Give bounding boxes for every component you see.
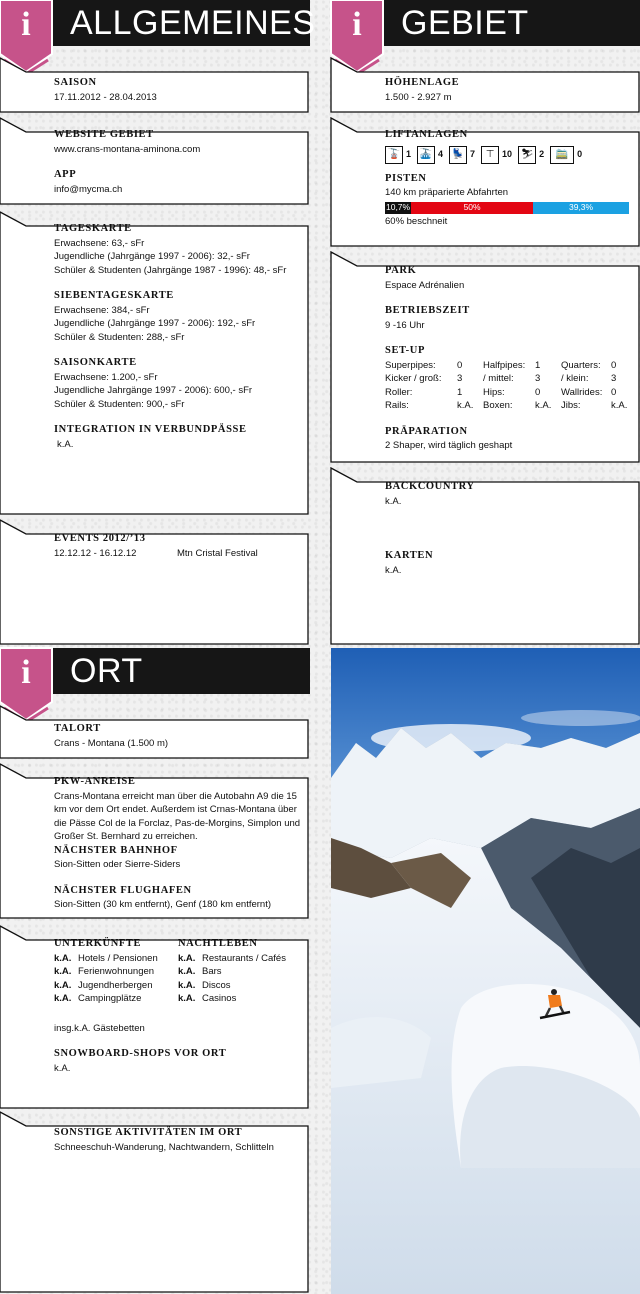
backcountry-label: BACKCOUNTRY	[385, 481, 475, 492]
setup-grid	[385, 359, 635, 413]
setup-feature-count: 0	[457, 359, 463, 371]
section-park	[385, 264, 635, 453]
setup-feature-count: 3	[611, 373, 617, 384]
hoehenlage-value: 1.500 - 2.927 m	[385, 91, 452, 103]
pkw-line: km vor dem Ort endet. Außerdem ist Crnas-Montana über	[54, 804, 297, 815]
unterkunft-type: Campingplätze	[78, 993, 142, 1004]
setup-feature-count: 0	[611, 359, 617, 371]
pkw-line: die Pässe Col de la Forclaz, Pas-de-Morgins, Simplon und	[54, 817, 301, 829]
setup-feature-label: Quarters:	[561, 359, 601, 371]
tageskarte-line: Erwachsene: 63,- sFr	[54, 237, 145, 249]
siebentageskarte-line: Erwachsene: 384,- sFr	[54, 304, 150, 316]
setup-feature-label: Wallrides:	[561, 386, 603, 398]
lift-item	[449, 146, 475, 164]
cable-car-icon: 🚠	[417, 146, 435, 164]
nachtleben-count: k.A.	[178, 993, 196, 1004]
karten-value: k.A.	[385, 564, 402, 576]
section-anreise	[54, 775, 308, 912]
unterkunft-count: k.A.	[54, 993, 72, 1004]
bahnhof-value: Sion-Sitten oder Sierre-Siders	[54, 859, 181, 870]
lift-count: 1	[406, 148, 412, 159]
unterkunft-type: Ferienwohnungen	[78, 966, 155, 977]
park-value: Espace Adrénalien	[385, 279, 465, 291]
lift-item	[385, 146, 411, 164]
setup-feature-label: Superpipes:	[385, 359, 436, 371]
praeparation-label: PRÄPARATION	[385, 425, 468, 437]
setup-feature-count: 1	[535, 359, 541, 371]
setup-feature-count: k.A.	[457, 400, 474, 411]
liftanlagen-label: LIFTANLAGEN	[385, 129, 468, 140]
gondola-icon: 🚡	[385, 146, 403, 164]
nachtleben-label: NACHTLEBEN	[178, 938, 258, 949]
nachtleben-count: k.A.	[178, 966, 196, 977]
saisonkarte-label: SAISONKARTE	[54, 357, 137, 368]
section-events	[54, 532, 304, 560]
talort-value: Crans - Montana (1.500 m)	[54, 737, 169, 749]
chairlift-icon: 💺	[449, 146, 467, 164]
app-email[interactable]: info@mycma.ch	[54, 183, 123, 195]
siebentageskarte-line: Jugendliche (Jahrgänge 1997 - 2006): 192,- sFr	[54, 318, 256, 329]
section-backcountry	[385, 480, 635, 577]
header-title: GEBIET	[401, 3, 529, 42]
events-label: EVENTS 2012/’13	[54, 533, 146, 544]
section-saison	[54, 76, 304, 104]
header-title: ORT	[70, 651, 143, 690]
tageskarte-label: TAGESKARTE	[54, 223, 132, 234]
nachtleben-count: k.A.	[178, 979, 196, 991]
beschneit-value: 60% beschneit	[385, 215, 448, 227]
tageskarte-line: Schüler & Studenten (Jahrgänge 1987 - 1996): 48,- sFr	[54, 264, 287, 276]
unterkunft-count: k.A.	[54, 952, 72, 964]
piste-split-bar	[385, 202, 629, 214]
setup-feature-label: Halfpipes:	[483, 359, 526, 371]
pkw-label: PKW-ANREISE	[54, 776, 136, 787]
gaestebetten-value: insg.k.A. Gästebetten	[54, 1022, 145, 1034]
tageskarte-line: Jugendliche (Jahrgänge 1997 - 2006): 32,- sFr	[54, 251, 250, 262]
funicular-icon: 🚞	[550, 146, 574, 164]
setup-feature-label: Rails:	[385, 400, 409, 411]
info-icon: i	[21, 654, 31, 691]
unterkunft-count: k.A.	[54, 966, 72, 977]
sonstige-label: SONSTIGE AKTIVITÄTEN IM ORT	[54, 1127, 243, 1138]
flughafen-value: Sion-Sitten (30 km entfernt), Genf (180 km entfernt)	[54, 899, 272, 910]
backcountry-value: k.A.	[385, 495, 402, 507]
betriebszeit-value: 9 -16 Uhr	[385, 319, 425, 331]
nachtleben-type: Bars	[202, 966, 222, 977]
info-icon: i	[21, 6, 31, 43]
lift-item	[550, 146, 582, 164]
lift-count: 7	[470, 148, 476, 159]
setup-feature-count: 1	[457, 386, 463, 398]
lift-count: 2	[539, 148, 545, 159]
karten-label: KARTEN	[385, 550, 434, 561]
website-label: WEBSITE GEBIET	[54, 129, 154, 140]
unterkuenfte-list	[54, 952, 178, 1006]
website-link[interactable]: www.crans-montana-aminona.com	[54, 143, 201, 155]
setup-feature-label: Roller:	[385, 386, 413, 398]
event-date: 12.12.12 - 16.12.12	[54, 547, 137, 559]
unterkunft-type: Hotels / Pensionen	[78, 952, 158, 964]
snowboarder-photo	[331, 648, 640, 1294]
piste-segment-blue: 39,3%	[533, 202, 629, 214]
event-name: Mtn Cristal Festival	[177, 547, 258, 559]
saisonkarte-line: Erwachsene: 1.200,- sFr	[54, 371, 158, 383]
hoehenlage-label: HÖHENLAGE	[385, 77, 460, 88]
setup-feature-count: 0	[535, 386, 541, 398]
section-talort	[54, 722, 304, 750]
saisonkarte-line: Jugendliche Jahrgänge 1997 - 2006): 600,- sFr	[54, 385, 253, 396]
header-title: ALLGEMEINES	[70, 3, 316, 42]
t-bar-icon: ⊤	[481, 146, 499, 164]
pkw-line: Crans-Montana erreicht man über die Autobahn A9 die 15	[54, 790, 297, 802]
siebentageskarte-line: Schüler & Studenten: 288,- sFr	[54, 331, 185, 343]
lift-count: 0	[577, 148, 583, 159]
piste-segment-red: 50%	[411, 202, 533, 214]
siebentageskarte-label: SIEBENTAGESKARTE	[54, 290, 174, 301]
unterkunft-type: Jugendherbergen	[78, 979, 153, 991]
betriebszeit-label: BETRIEBSZEIT	[385, 305, 470, 316]
saison-value: 17.11.2012 - 28.04.2013	[54, 91, 157, 103]
drag-lift-icon: ⛷	[518, 146, 536, 164]
nachtleben-type: Restaurants / Cafés	[202, 952, 286, 964]
unterkuenfte-label: UNTERKÜNFTE	[54, 938, 142, 949]
setup-feature-count: 3	[535, 373, 541, 384]
bahnhof-label: NÄCHSTER BAHNHOF	[54, 844, 178, 856]
setup-feature-label: Jibs:	[561, 400, 581, 411]
lift-count: 10	[502, 148, 513, 159]
flughafen-label: NÄCHSTER FLUGHAFEN	[54, 884, 192, 896]
saison-label: SAISON	[54, 77, 97, 88]
mountain-illustration	[331, 648, 640, 1294]
nachtleben-type: Discos	[202, 979, 231, 991]
lift-count: 4	[438, 148, 444, 159]
section-sonstige	[54, 1126, 308, 1154]
sonstige-value: Schneeschuh-Wanderung, Nachtwandern, Schlitteln	[54, 1141, 274, 1153]
unterkunft-count: k.A.	[54, 979, 72, 991]
shops-label: SNOWBOARD-SHOPS VOR ORT	[54, 1048, 227, 1059]
setup-feature-label: Boxen:	[483, 400, 513, 411]
saisonkarte-line: Schüler & Studenten: 900,- sFr	[54, 398, 185, 410]
setup-feature-count: k.A.	[611, 400, 628, 411]
shops-value: k.A.	[54, 1062, 71, 1074]
nachtleben-type: Casinos	[202, 993, 237, 1004]
talort-label: TALORT	[54, 723, 101, 734]
pisten-label: PISTEN	[385, 172, 427, 184]
setup-feature-count: 0	[611, 386, 617, 398]
piste-segment-black: 10,7%	[385, 201, 411, 212]
setup-feature-count: 3	[457, 373, 463, 384]
info-icon: i	[352, 6, 362, 43]
section-unterkuenfte	[54, 937, 308, 1075]
nachtleben-list	[178, 952, 302, 1006]
setup-feature-label: Kicker / groß:	[385, 373, 442, 384]
integration-label: INTEGRATION IN VERBUNDPÄSSE	[54, 424, 247, 435]
lift-item	[481, 146, 512, 164]
setup-feature-label: / klein:	[561, 373, 589, 384]
praeparation-value: 2 Shaper, wird täglich geshapt	[385, 440, 513, 451]
setup-feature-label: / mittel:	[483, 373, 514, 384]
section-website	[54, 128, 304, 196]
app-label: APP	[54, 169, 77, 180]
lift-item	[518, 146, 544, 164]
pkw-line: Großer St. Bernhard zu erreichen.	[54, 831, 198, 842]
setup-label: SET-UP	[385, 345, 425, 356]
lift-item	[417, 146, 443, 164]
setup-feature-label: Hips:	[483, 386, 505, 398]
park-label: PARK	[385, 265, 417, 276]
section-hoehenlage	[385, 76, 635, 104]
section-tickets	[54, 222, 304, 451]
lift-list	[385, 146, 635, 164]
nachtleben-count: k.A.	[178, 952, 196, 964]
pisten-value: 140 km präparierte Abfahrten	[385, 187, 509, 198]
section-lifte-pisten	[385, 128, 635, 228]
setup-feature-count: k.A.	[535, 400, 552, 411]
integration-value: k.A.	[57, 438, 74, 450]
